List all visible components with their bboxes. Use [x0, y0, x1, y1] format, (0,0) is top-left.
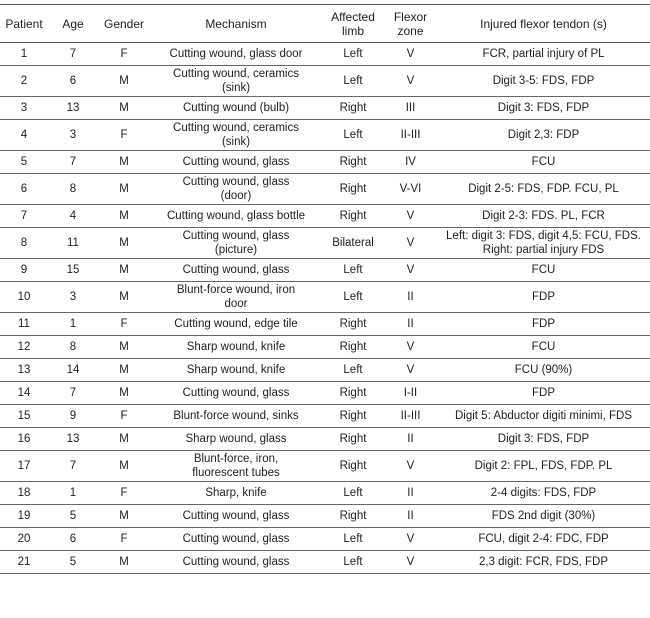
- cell-age: 13: [66, 102, 80, 114]
- cell-injured-tendon: FCR, partial injury of PL: [482, 48, 605, 60]
- cell-injured-tendon: Digit 3: FDS, FDP: [497, 102, 590, 114]
- cell-patient: 21: [17, 556, 31, 568]
- cell-age: 6: [69, 75, 77, 87]
- table-row: [0, 228, 650, 259]
- cell-injured-tendon: Digit 5: Abductor digiti minimi, FDS: [454, 410, 633, 422]
- cell-age: 3: [69, 129, 77, 141]
- cell-mechanism: Cutting wound, glass: [182, 556, 290, 568]
- cell-mechanism: Cutting wound, edge tile: [174, 318, 298, 330]
- table-row: [0, 359, 650, 382]
- cell-flexor-zone: III: [405, 102, 416, 114]
- cell-affected-limb: Left: [343, 48, 363, 60]
- cell-mechanism: Cutting wound, glass door: [169, 48, 303, 60]
- cell-injured-tendon: FDP: [532, 318, 555, 330]
- cell-flexor-zone: V: [406, 533, 415, 545]
- cell-patient: 8: [20, 237, 28, 249]
- cell-mechanism: Sharp wound, knife: [186, 341, 286, 353]
- cell-gender: F: [120, 487, 128, 499]
- cell-flexor-zone: I-II: [403, 387, 418, 399]
- cell-injured-tendon: 2,3 digit: FCR, FDS, FDP: [478, 556, 609, 568]
- header-age: Age: [62, 16, 84, 31]
- cell-mechanism: Cutting wound, glass bottle: [166, 210, 306, 222]
- cell-affected-limb: Right: [339, 510, 367, 522]
- cell-mechanism: Cutting wound, glass: [182, 387, 290, 399]
- header-injured-tendon: Injured flexor tendon (s): [480, 16, 607, 31]
- cell-age: 7: [69, 48, 77, 60]
- cell-gender: F: [120, 129, 128, 141]
- cell-injured-tendon: 2-4 digits: FDS, FDP: [490, 487, 597, 499]
- cell-injured-tendon: FCU: [531, 264, 556, 276]
- cell-mechanism: Cutting wound, glass: [182, 156, 290, 168]
- cell-affected-limb: Right: [339, 410, 367, 422]
- cell-age: 3: [69, 291, 77, 303]
- cell-patient: 2: [20, 75, 28, 87]
- cell-patient: 13: [17, 364, 31, 376]
- cell-age: 1: [69, 487, 77, 499]
- cell-flexor-zone: V: [406, 364, 415, 376]
- cell-injured-tendon: FCU: [531, 341, 556, 353]
- cell-affected-limb: Left: [343, 487, 363, 499]
- cell-gender: M: [119, 183, 129, 195]
- cell-mechanism: Cutting wound, glass: [182, 264, 290, 276]
- cell-flexor-zone: V: [406, 556, 415, 568]
- cell-age: 14: [66, 364, 80, 376]
- cell-age: 8: [69, 183, 77, 195]
- cell-injured-tendon: Digit 2-3: FDS. PL, FCR: [482, 210, 605, 222]
- cell-mechanism: Cutting wound, glass: [182, 510, 290, 522]
- cell-flexor-zone: V: [406, 48, 415, 60]
- cell-injured-tendon: Digit 2: FPL, FDS, FDP. PL: [474, 460, 613, 472]
- cell-affected-limb: Left: [343, 291, 363, 303]
- table-row: [0, 120, 650, 151]
- table-row: [0, 313, 650, 336]
- cell-age: 7: [69, 387, 77, 399]
- cell-patient: 10: [17, 291, 31, 303]
- cell-affected-limb: Right: [339, 102, 367, 114]
- cell-affected-limb: Left: [343, 556, 363, 568]
- cell-flexor-zone: IV: [405, 156, 416, 168]
- cell-gender: M: [119, 460, 129, 472]
- cell-injured-tendon: FCU, digit 2-4: FDC, FDP: [478, 533, 609, 545]
- cell-age: 9: [69, 410, 77, 422]
- cell-mechanism: Cutting wound (bulb): [182, 102, 290, 114]
- cell-affected-limb: Right: [339, 318, 367, 330]
- cell-flexor-zone: V: [406, 75, 415, 87]
- cell-gender: M: [119, 237, 129, 249]
- cell-mechanism: Cutting wound, ceramics (sink): [173, 122, 299, 148]
- table-row: [0, 151, 650, 174]
- cell-gender: M: [119, 102, 129, 114]
- cell-flexor-zone: V: [406, 460, 415, 472]
- cell-patient: 20: [17, 533, 31, 545]
- cell-gender: M: [119, 433, 129, 445]
- cell-mechanism: Blunt-force wound, iron door: [176, 284, 296, 310]
- cell-patient: 7: [20, 210, 28, 222]
- table-row: [0, 528, 650, 551]
- cell-gender: M: [119, 75, 129, 87]
- cell-flexor-zone: II-III: [400, 410, 421, 422]
- cell-mechanism: Cutting wound, glass: [182, 533, 290, 545]
- cell-injured-tendon: Digit 2,3: FDP: [507, 129, 580, 141]
- cell-gender: M: [119, 210, 129, 222]
- table-row: [0, 336, 650, 359]
- cell-affected-limb: Right: [339, 183, 367, 195]
- cell-injured-tendon: FDP: [532, 291, 555, 303]
- cell-patient: 6: [20, 183, 28, 195]
- cell-mechanism: Sharp wound, glass: [185, 433, 287, 445]
- cell-age: 13: [66, 433, 80, 445]
- cell-patient: 11: [18, 318, 30, 330]
- cell-patient: 15: [17, 410, 31, 422]
- cell-flexor-zone: V: [406, 237, 415, 249]
- header-flexor-zone: Flexor zone: [393, 9, 428, 38]
- table-row: [0, 97, 650, 120]
- cell-mechanism: Cutting wound, ceramics (sink): [173, 68, 299, 94]
- cell-affected-limb: Bilateral: [332, 237, 374, 249]
- cell-affected-limb: Right: [339, 433, 367, 445]
- cell-affected-limb: Left: [343, 364, 363, 376]
- cell-affected-limb: Left: [343, 264, 363, 276]
- table-row: [0, 43, 650, 66]
- cell-patient: 9: [20, 264, 28, 276]
- cell-affected-limb: Left: [343, 533, 363, 545]
- cell-gender: M: [119, 264, 129, 276]
- cell-age: 1: [69, 318, 77, 330]
- cell-age: 11: [67, 237, 79, 249]
- table-row: [0, 282, 650, 313]
- table-header-row: [0, 5, 650, 43]
- cell-flexor-zone: II: [407, 510, 414, 522]
- cell-flexor-zone: V: [406, 264, 415, 276]
- table-row: [0, 482, 650, 505]
- cell-injured-tendon: FDP: [532, 387, 555, 399]
- table-row: [0, 66, 650, 97]
- cell-gender: F: [120, 410, 128, 422]
- cell-patient: 12: [17, 341, 31, 353]
- cell-patient: 1: [20, 48, 28, 60]
- table-row: [0, 551, 650, 574]
- cell-mechanism: Blunt-force, iron, fluorescent tubes: [192, 453, 280, 479]
- cell-mechanism: Cutting wound, glass (door): [182, 176, 290, 202]
- table-row: [0, 382, 650, 405]
- cell-injured-tendon: Left: digit 3: FDS, digit 4,5: FCU, FDS. Right: partial injury FDS: [446, 230, 641, 256]
- cell-gender: M: [119, 510, 129, 522]
- cell-flexor-zone: II: [407, 433, 414, 445]
- cell-flexor-zone: V: [406, 341, 415, 353]
- cell-affected-limb: Left: [343, 129, 363, 141]
- table-body: [0, 43, 650, 574]
- cell-gender: M: [119, 291, 129, 303]
- cell-mechanism: Blunt-force wound, sinks: [173, 410, 299, 422]
- cell-flexor-zone: V-VI: [399, 183, 422, 195]
- cell-injured-tendon: Digit 3-5: FDS, FDP: [492, 75, 595, 87]
- cell-patient: 4: [20, 129, 28, 141]
- cell-age: 5: [69, 556, 77, 568]
- cell-affected-limb: Right: [339, 387, 367, 399]
- cell-age: 4: [69, 210, 77, 222]
- cell-affected-limb: Right: [339, 210, 367, 222]
- cell-injured-tendon: Digit 3: FDS, FDP: [497, 433, 590, 445]
- patient-table: [0, 4, 650, 574]
- table-row: [0, 428, 650, 451]
- cell-flexor-zone: II: [407, 318, 414, 330]
- table-row: [0, 505, 650, 528]
- cell-patient: 17: [17, 460, 31, 472]
- cell-patient: 18: [17, 487, 31, 499]
- cell-age: 7: [69, 460, 77, 472]
- cell-patient: 3: [20, 102, 28, 114]
- cell-injured-tendon: FCU: [531, 156, 556, 168]
- cell-flexor-zone: II: [407, 487, 414, 499]
- table-row: [0, 259, 650, 282]
- cell-gender: F: [120, 533, 128, 545]
- cell-age: 15: [66, 264, 80, 276]
- cell-age: 5: [69, 510, 77, 522]
- cell-gender: M: [119, 556, 129, 568]
- cell-injured-tendon: Digit 2-5: FDS, FDP. FCU, PL: [468, 183, 619, 195]
- header-affected-limb: Affected limb: [331, 9, 375, 38]
- table-row: [0, 451, 650, 482]
- cell-injured-tendon: FDS 2nd digit (30%): [491, 510, 596, 522]
- cell-patient: 5: [20, 156, 28, 168]
- table-row: [0, 405, 650, 428]
- cell-gender: M: [119, 341, 129, 353]
- table-row: [0, 205, 650, 228]
- cell-affected-limb: Right: [339, 341, 367, 353]
- cell-patient: 16: [17, 433, 31, 445]
- header-gender: Gender: [103, 16, 145, 31]
- cell-gender: M: [119, 387, 129, 399]
- cell-flexor-zone: V: [406, 210, 415, 222]
- cell-age: 8: [69, 341, 77, 353]
- header-mechanism: Mechanism: [205, 16, 267, 31]
- cell-age: 7: [69, 156, 77, 168]
- cell-gender: F: [120, 318, 128, 330]
- cell-patient: 14: [17, 387, 31, 399]
- table-row: [0, 174, 650, 205]
- cell-injured-tendon: FCU (90%): [514, 364, 573, 376]
- cell-patient: 19: [17, 510, 31, 522]
- cell-mechanism: Sharp wound, knife: [186, 364, 286, 376]
- cell-affected-limb: Right: [339, 156, 367, 168]
- cell-flexor-zone: II: [407, 291, 414, 303]
- header-patient: Patient: [5, 16, 43, 31]
- cell-gender: F: [120, 48, 128, 60]
- cell-mechanism: Sharp, knife: [205, 487, 267, 499]
- cell-flexor-zone: II-III: [400, 129, 421, 141]
- cell-gender: M: [119, 364, 129, 376]
- cell-affected-limb: Right: [339, 460, 367, 472]
- cell-age: 6: [69, 533, 77, 545]
- cell-mechanism: Cutting wound, glass (picture): [182, 230, 290, 256]
- cell-affected-limb: Left: [343, 75, 363, 87]
- cell-gender: M: [119, 156, 129, 168]
